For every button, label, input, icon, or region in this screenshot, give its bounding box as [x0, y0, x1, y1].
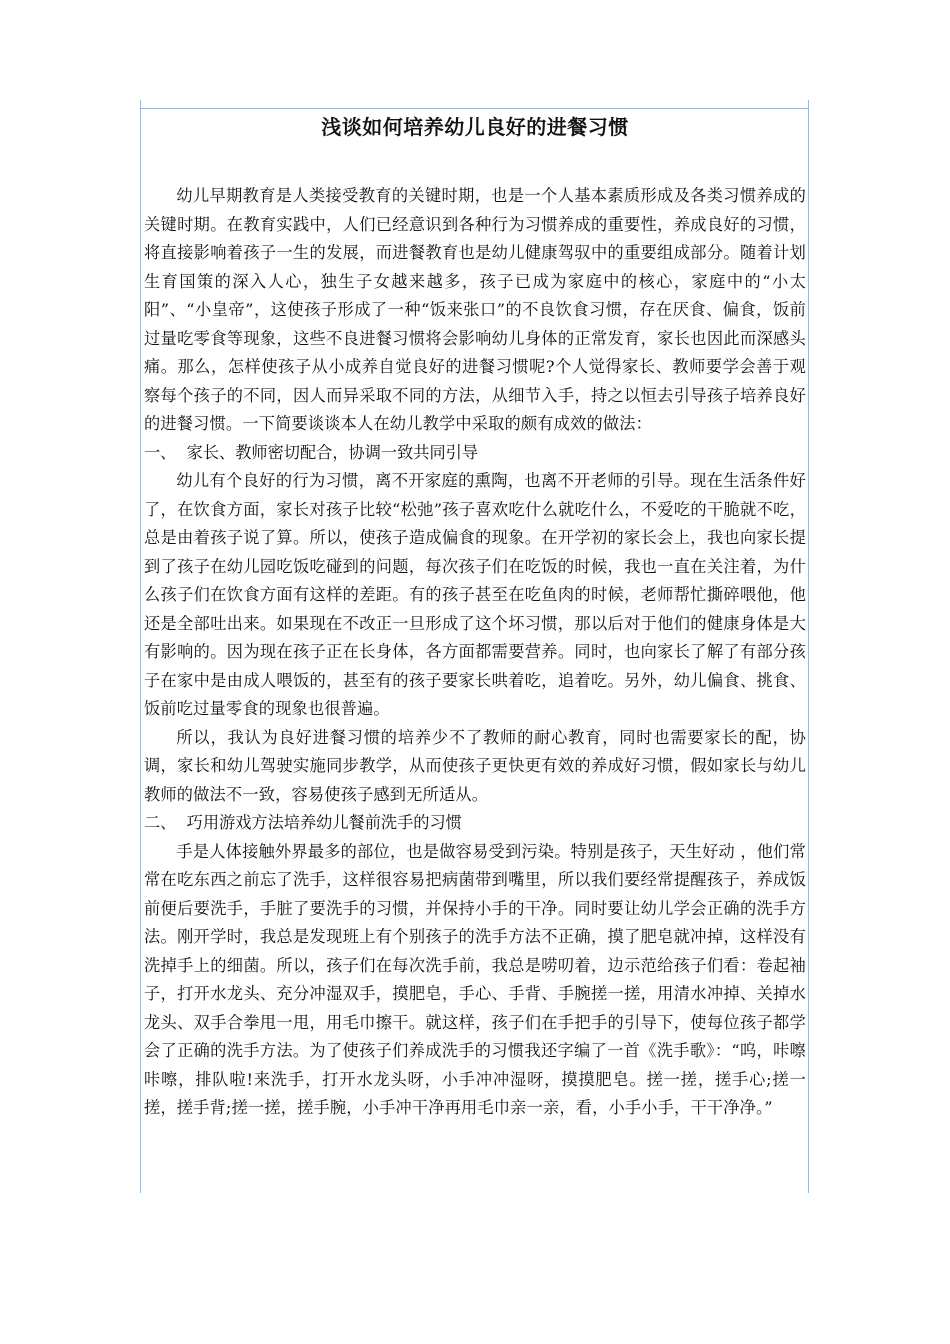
frame-top-border [140, 108, 809, 109]
section-1-paragraph-1: 幼儿有个良好的行为习惯，离不开家庭的熏陶，也离不开老师的引导。现在生活条件好了，在饮食方面，家长对孩子比较“松弛”孩子喜欢吃什么就吃什么，不爱吃的干脆就不吃，总是由着孩子说了算。所以，使孩子造成偏食的现象。在开学初的家长会上，我也向家长提到了孩子在幼儿园吃饭吃碰到的问题，每次孩子们在吃饭的时候，我也一直在关注着，为什么孩子们在饮食方面有这样的差距。有的孩子甚至在吃鱼肉的时候，老师帮忙撕碎喂他，他还是全部吐出来。如果现在不改正一旦形成了这个坏习惯，那以后对于他们的健康身体是大有影响的。因为现在孩子正在长身体，各方面都需要营养。同时，也向家长了解了有部分孩子在家中是由成人喂饭的，甚至有的孩子要家长哄着吃，追着吃。另外，幼儿偏食、挑食、饭前吃过量零食的现象也很普遍。 [144, 471, 806, 718]
title-spacer [144, 142, 806, 182]
frame-corner-mark-right [808, 100, 809, 108]
frame-corner-mark-left [140, 100, 141, 108]
intro-paragraph: 幼儿早期教育是人类接受教育的关键时期，也是一个人基本素质形成及各类习惯养成的关键时期。在教育实践中，人们已经意识到各种行为习惯养成的重要性，养成良好的习惯，将直接影响着孩子一生的发展，而进餐教育也是幼儿健康驾驭中的重要组成部分。随着计划生育国策的深入人心，独生子女越来越多，孩子已成为家庭中的核心，家庭中的“小太阳”、“小皇帝”，这使孩子形成了一种“饭来张口”的不良饮食习惯，存在厌食、偏食，饭前过量吃零食等现象，这些不良进餐习惯将会影响幼儿身体的正常发育，家长也因此而深感头痛。那么，怎样使孩子从小成养自觉良好的进餐习惯呢?个人觉得家长、教师要学会善于观察每个孩子的不同，因人而异采取不同的方法，从细节入手，持之以恒去引导孩子培养良好的进餐习惯。一下简要谈谈本人在幼儿教学中采取的颇有成效的做法： [144, 186, 806, 433]
section-1-paragraph-2: 所以，我认为良好进餐习惯的培养少不了教师的耐心教育，同时也需要家长的配，协调，家长和幼儿驾驶实施同步教学，从而使孩子更快更有效的养成好习惯，假如家长与幼儿教师的做法不一致，容易使孩子感到无所适从。 [144, 727, 806, 804]
frame-left-border [140, 108, 141, 1193]
section-1-heading: 一、 家长、教师密切配合，协调一致共同引导 [144, 442, 479, 462]
section-2-heading: 二、 巧用游戏方法培养幼儿餐前洗手的习惯 [144, 813, 462, 832]
section-2-paragraph-1: 手是人体接触外界最多的部位，也是做容易受到污染。特别是孩子，天生好动 ，他们常常在吃东西之前忘了洗手，这样很容易把病菌带到嘴里，所以我们要经常提醒孩子，养成饭前便后要洗手，手脏了要洗手的习惯，并保持小手的干净。同时要让幼儿学会正确的洗手方法。刚开学时，我总是发现班上有个别孩子的洗手方法不正确，摸了肥皂就冲掉，这样没有洗掉手上的细菌。所以，孩子们在每次洗手前，我总是唠叨着，边示范给孩子们看：卷起袖子，打开水龙头、充分冲湿双手，摸肥皂，手心、手背、手腕搓一搓，用清水冲掉、关掉水龙头、双手合拳甩一甩，用毛巾擦干。就这样，孩子们在手把手的引导下，使每位孩子都学会了正确的洗手方法。为了使孩子们养成洗手的习惯我还字编了一首《洗手歌》：“呜，咔嚓咔嚓，排队啦!来洗手，打开水龙头呀，小手冲冲湿呀，摸摸肥皂。搓一搓，搓手心;搓一搓，搓手背;搓一搓，搓手腕，小手冲干净再用毛巾亲一亲，看，小手小手，干干净净。” [144, 841, 806, 1117]
document-body [144, 110, 806, 1123]
frame-right-border [808, 108, 809, 1193]
document-title: 浅谈如何培养幼儿良好的进餐习惯 [321, 115, 629, 139]
